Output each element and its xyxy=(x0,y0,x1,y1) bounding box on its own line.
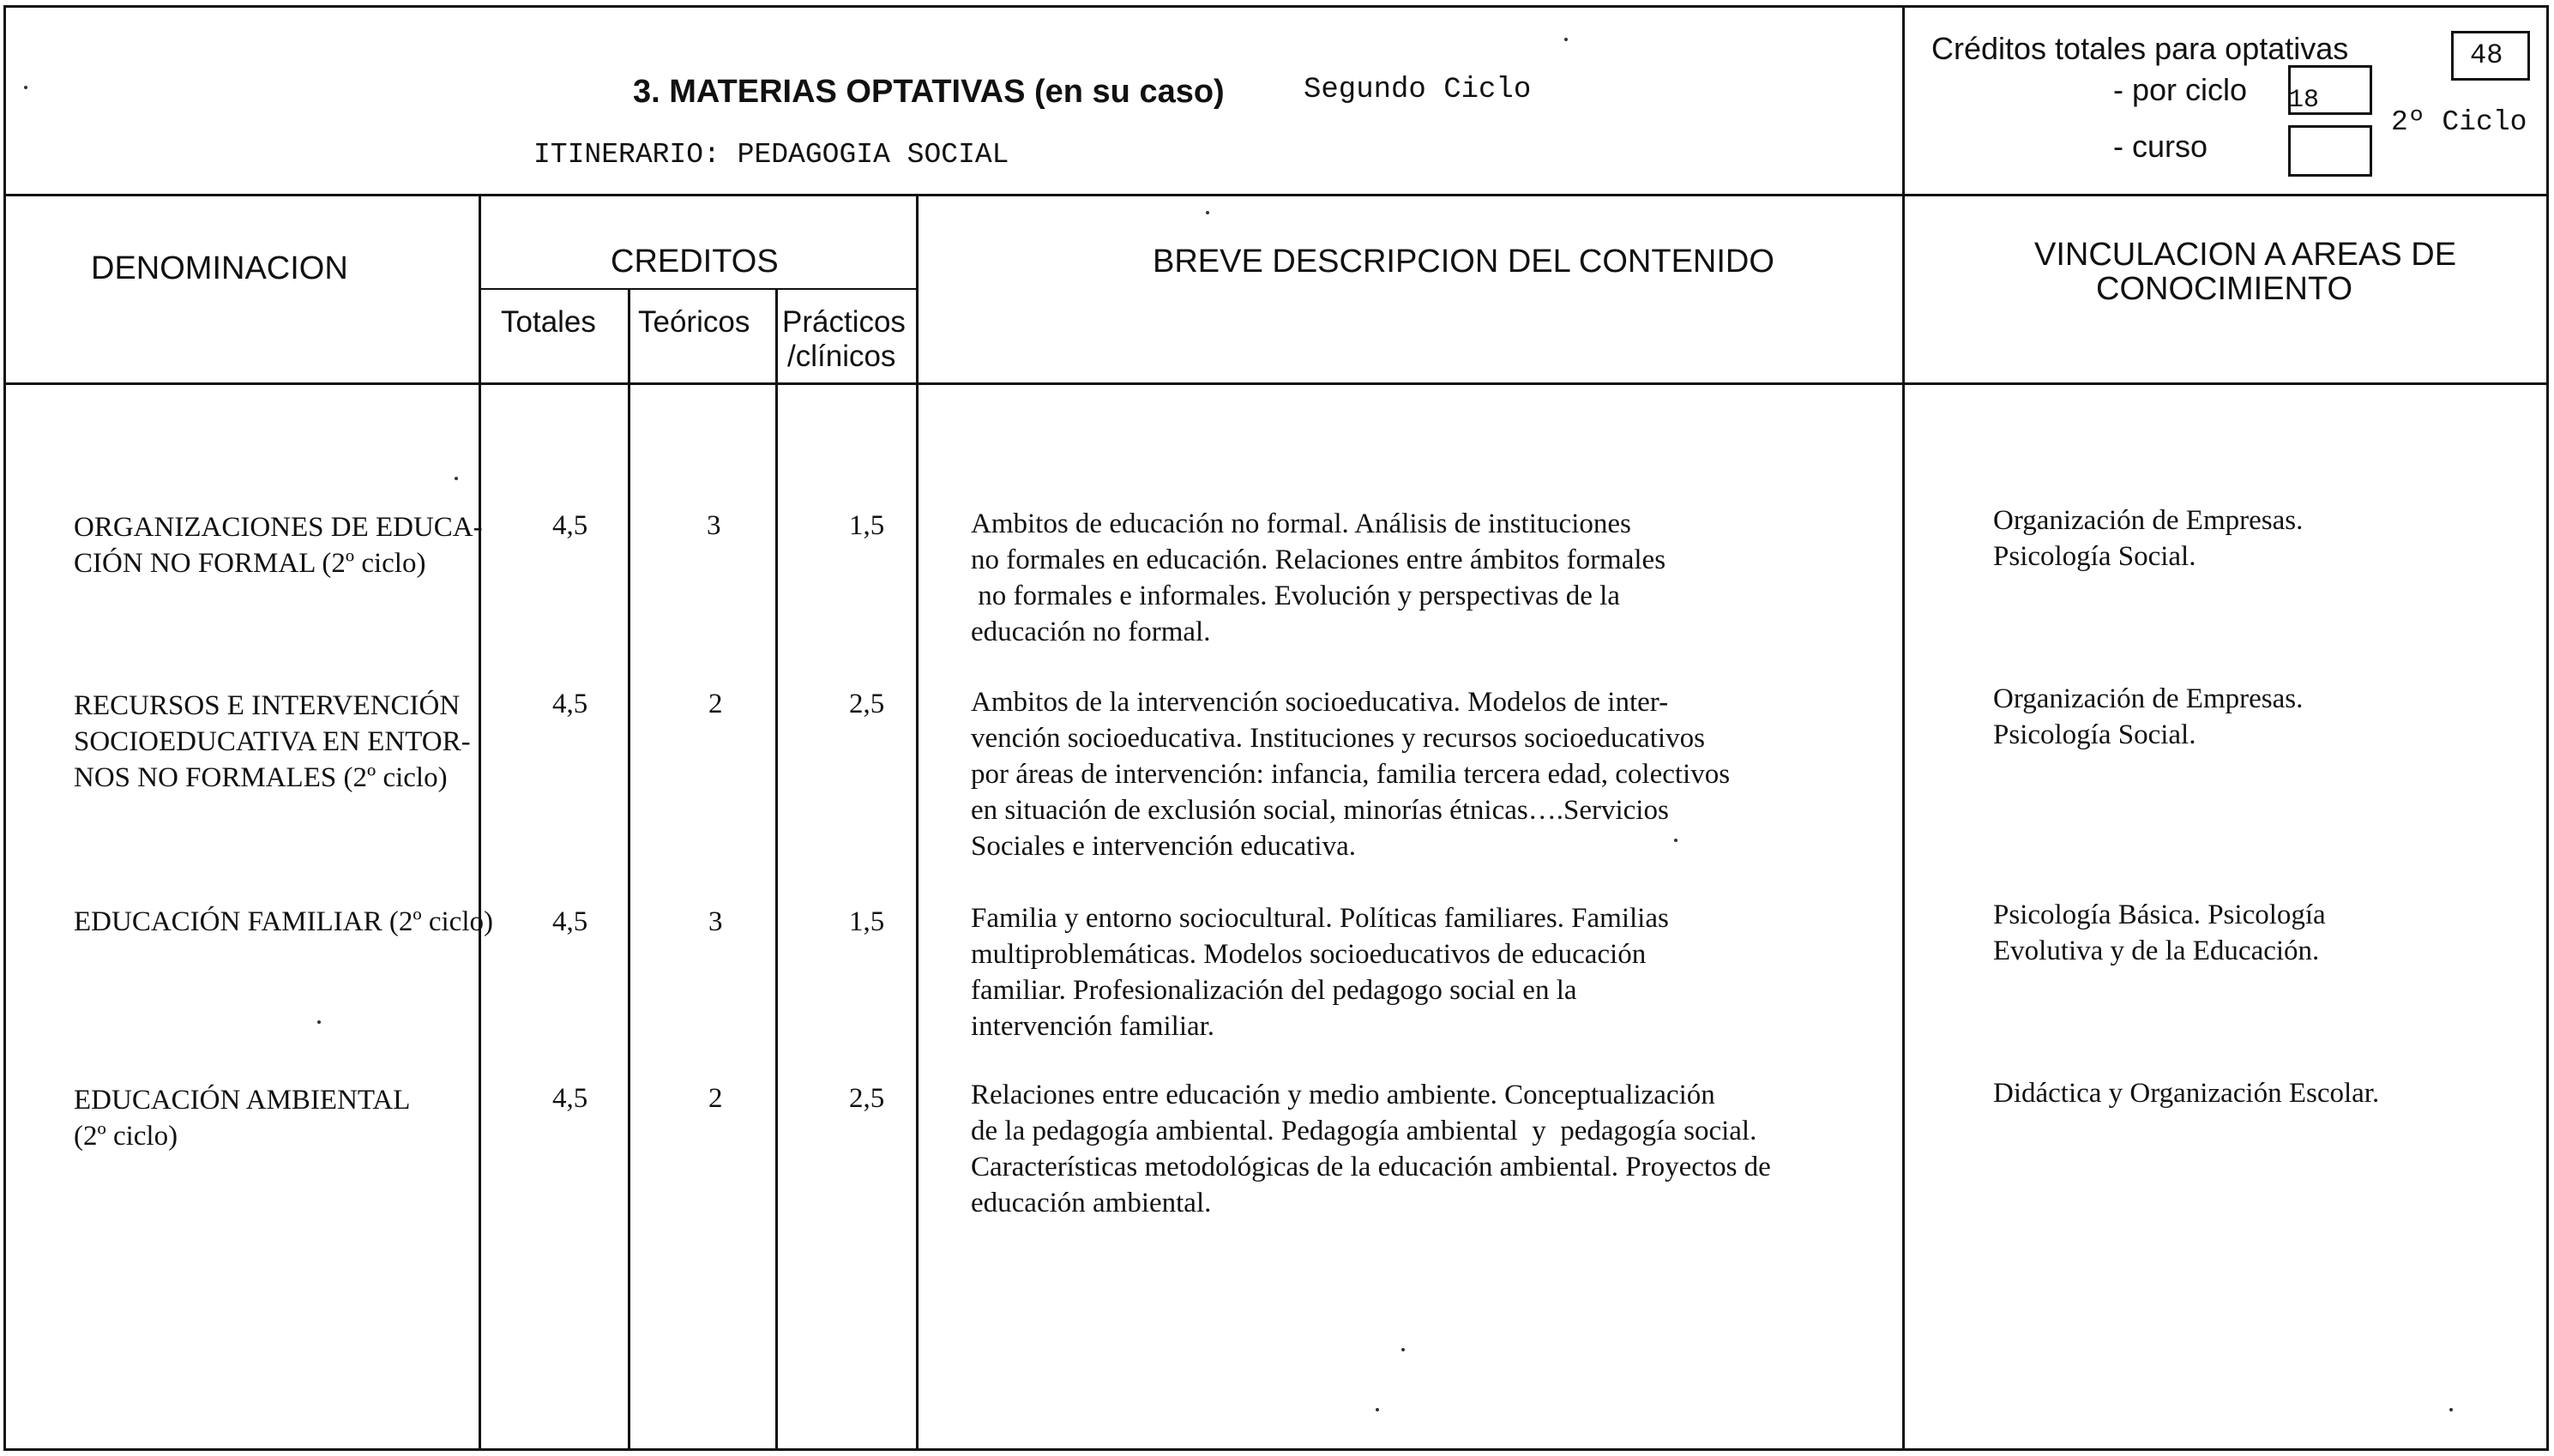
scan-speck xyxy=(1564,38,1568,41)
row3-description-line3: familiar. Profesionalización del pedagogo social en la xyxy=(971,975,1577,1006)
row3-totales: 4,5 xyxy=(552,906,588,937)
row1-area-line1: Organización de Empresas. xyxy=(1993,505,2304,536)
scan-speck xyxy=(455,477,458,480)
header-divider xyxy=(3,194,2549,196)
per-cycle-label: - por ciclo xyxy=(2113,72,2248,107)
row2-name-line3: NOS NO FORMALES (2º ciclo) xyxy=(74,762,448,793)
row2-name-line2: SOCIOEDUCATIVA EN ENTOR- xyxy=(74,726,471,757)
scan-speck xyxy=(1376,1408,1379,1411)
col-header-practicos: Prácticos xyxy=(782,305,906,339)
row1-description-line2: no formales en educación. Relaciones entre ámbitos formales xyxy=(971,544,1666,575)
row1-teoricos: 3 xyxy=(707,510,721,541)
row1-description-line1: Ambitos de educación no formal. Análisis de instituciones xyxy=(971,508,1631,539)
col-divider-denominacion xyxy=(479,194,481,1451)
row3-teoricos: 3 xyxy=(708,906,723,937)
row4-name-line1: EDUCACIÓN AMBIENTAL xyxy=(74,1085,411,1116)
col-header-creditos: CREDITOS xyxy=(611,244,779,280)
per-cycle-value: 18 xyxy=(2288,86,2320,115)
row3-area-line2: Evolutiva y de la Educación. xyxy=(1993,936,2320,966)
col-divider-descripcion xyxy=(1902,194,1905,1451)
row2-totales: 4,5 xyxy=(552,689,588,719)
col-header-totales: Totales xyxy=(501,305,596,339)
row4-name-line2: (2º ciclo) xyxy=(74,1121,178,1152)
row3-description-line4: intervención familiar. xyxy=(971,1011,1215,1042)
row4-area-line1: Didáctica y Organización Escolar. xyxy=(1993,1078,2380,1109)
row4-description-line2: de la pedagogía ambiental. Pedagogía ambiental y pedagogía social. xyxy=(971,1116,1757,1146)
row2-description-line1: Ambitos de la intervención socioeducativa. Modelos de inter- xyxy=(971,687,1669,718)
col-header-clinicos: /clínicos xyxy=(787,340,896,373)
row1-totales: 4,5 xyxy=(552,510,588,541)
row3-description-line2: multiproblemáticas. Modelos socioeducativos de educación xyxy=(971,939,1647,970)
col-header-descripcion: BREVE DESCRIPCION DEL CONTENIDO xyxy=(1153,244,1774,280)
row1-area-line2: Psicología Social. xyxy=(1993,541,2196,572)
row2-description-line2: vención socioeducativa. Instituciones y recursos socioeducativos xyxy=(971,723,1705,754)
row1-practicos: 1,5 xyxy=(849,510,885,541)
column-header-divider xyxy=(3,382,2549,385)
row2-area-line1: Organización de Empresas. xyxy=(1993,683,2304,714)
section-title: 3. MATERIAS OPTATIVAS (en su caso) xyxy=(633,74,1225,110)
cycle-note: 2º Ciclo xyxy=(2391,106,2527,138)
col-header-vinculacion-1: VINCULACION A AREAS DE xyxy=(2034,237,2457,273)
row4-description-line3: Características metodológicas de la educación ambiental. Proyectos de xyxy=(971,1152,1771,1182)
credits-total-value: 48 xyxy=(2470,39,2503,71)
row4-practicos: 2,5 xyxy=(849,1083,885,1114)
col-header-denominacion: DENOMINACION xyxy=(91,250,348,286)
col-header-teoricos: Teóricos xyxy=(638,305,750,339)
row2-area-line2: Psicología Social. xyxy=(1993,719,2196,750)
col-header-vinculacion-2: CONOCIMIENTO xyxy=(2096,271,2353,307)
row1-description-line3: no formales e informales. Evolución y perspectivas de la xyxy=(971,581,1620,611)
row4-totales: 4,5 xyxy=(552,1083,588,1114)
row1-name-line1: ORGANIZACIONES DE EDUCA- xyxy=(74,512,483,543)
row1-name-line2: CIÓN NO FORMAL (2º ciclo) xyxy=(74,548,426,579)
subheader-divider xyxy=(480,288,918,290)
scan-speck xyxy=(1674,839,1678,842)
course-label: - curso xyxy=(2113,129,2208,164)
row2-description-line3: por áreas de intervención: infancia, familia tercera edad, colectivos xyxy=(971,759,1731,790)
col-divider-teoricos xyxy=(775,288,778,1451)
credits-total-label: Créditos totales para optativas xyxy=(1931,31,2349,66)
scan-speck xyxy=(24,86,27,89)
row3-area-line1: Psicología Básica. Psicología xyxy=(1993,899,2326,930)
scan-speck xyxy=(2449,1408,2453,1411)
scan-speck xyxy=(317,1020,321,1024)
course-box xyxy=(2288,125,2372,177)
row2-teoricos: 2 xyxy=(708,689,723,719)
row3-practicos: 1,5 xyxy=(849,906,885,937)
header-right-divider xyxy=(1902,5,1905,196)
scan-speck xyxy=(1206,211,1209,214)
row2-name-line1: RECURSOS E INTERVENCIÓN xyxy=(74,690,461,721)
row2-description-line5: Sociales e intervención educativa. xyxy=(971,831,1356,862)
row1-description-line4: educación no formal. xyxy=(971,617,1211,647)
row3-name-line1: EDUCACIÓN FAMILIAR (2º ciclo) xyxy=(74,906,493,937)
cycle-label: Segundo Ciclo xyxy=(1304,74,1532,106)
row2-description-line4: en situación de exclusión social, minorías étnicas….Servicios xyxy=(971,795,1669,826)
itinerary-label: ITINERARIO: PEDAGOGIA SOCIAL xyxy=(533,139,1009,171)
row4-teoricos: 2 xyxy=(708,1083,723,1114)
col-divider-totales xyxy=(628,288,630,1451)
row4-description-line4: educación ambiental. xyxy=(971,1188,1212,1218)
row3-description-line1: Familia y entorno sociocultural. Políticas familiares. Familias xyxy=(971,903,1669,934)
scan-speck xyxy=(1401,1348,1405,1351)
col-divider-practicos xyxy=(916,194,919,1451)
row2-practicos: 2,5 xyxy=(849,689,885,719)
row4-description-line1: Relaciones entre educación y medio ambiente. Conceptualización xyxy=(971,1080,1715,1110)
